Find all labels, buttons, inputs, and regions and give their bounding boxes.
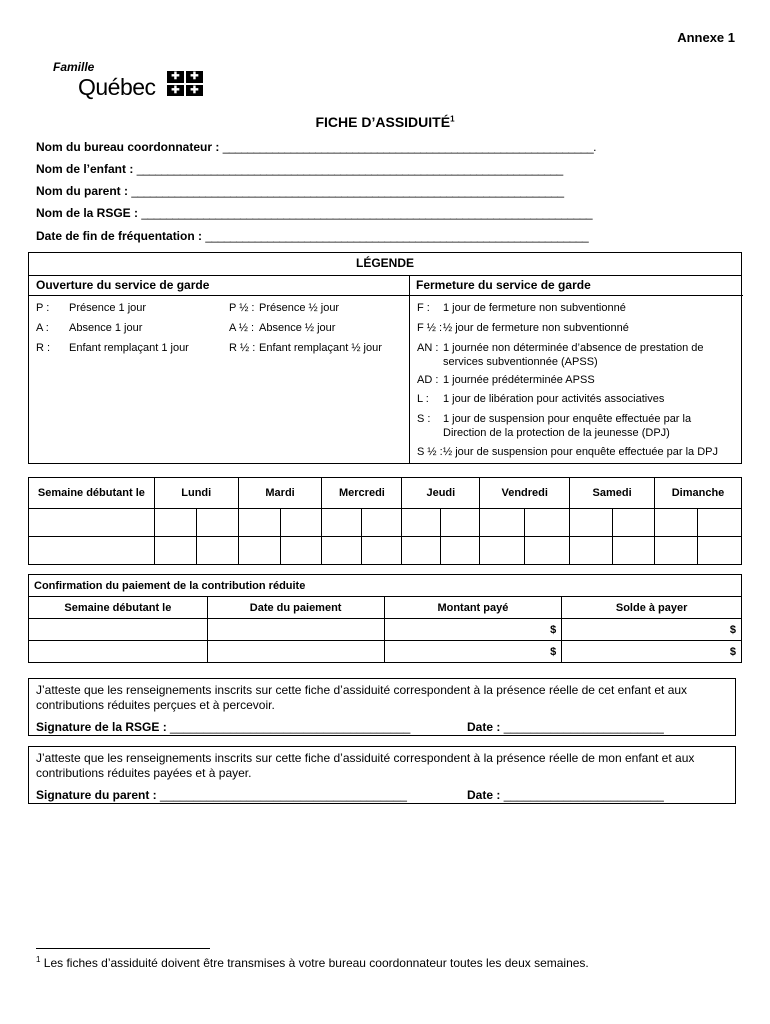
am-cell[interactable] — [402, 537, 441, 565]
legend-code: R : — [36, 342, 51, 354]
legend-text: ½ jour de suspension pour enquête effectuée par la DPJ — [443, 446, 718, 458]
am-cell[interactable] — [655, 537, 698, 565]
legend-code: AD : — [417, 374, 439, 386]
pm-cell[interactable] — [362, 509, 402, 537]
payment-header-amount: Montant payé — [384, 597, 562, 619]
payment-week-cell[interactable] — [29, 619, 208, 641]
parent-signature-label: Signature du parent : — [36, 788, 157, 802]
legend-text: Présence ½ jour — [259, 302, 340, 314]
field-parent[interactable]: Nom du parent : ______________________________________________________________________ — [36, 184, 564, 198]
day-header-samedi: Samedi — [570, 478, 655, 509]
field-bureau[interactable]: Nom du bureau coordonnateur : ____________________________________________________________. — [36, 140, 596, 154]
page-title: FICHE D’ASSIDUITÉ$^1$ — [315, 114, 455, 130]
payment-title: Confirmation du paiement de la contribution réduite — [29, 575, 742, 597]
attendance-header-row — [29, 478, 742, 509]
pm-cell[interactable] — [525, 537, 570, 565]
day-header-mercredi: Mercredi — [322, 478, 402, 509]
pm-cell[interactable] — [613, 537, 655, 565]
legend-text: Enfant remplaçant 1 jour — [69, 342, 189, 354]
payment-date-cell[interactable] — [207, 619, 384, 641]
day-header-dimanche: Dimanche — [655, 478, 742, 509]
rsge-signature-row — [36, 720, 728, 735]
payment-date-cell[interactable] — [207, 641, 384, 663]
attendance-table — [28, 477, 742, 565]
quebec-flag-icon: ✚ ✚ ✚ ✚ — [167, 71, 203, 96]
field-date-fin[interactable]: Date de fin de fréquentation : ______________________________________________________________ — [36, 229, 589, 243]
pm-cell[interactable] — [280, 509, 322, 537]
payment-week-cell[interactable] — [29, 641, 208, 663]
rsge-statement: J’atteste que les renseignements inscrits sur cette fiche d’assiduité correspondent à la présence réelle de cet enfant et aux contributions réduites perçues et à percevoir. — [36, 683, 688, 712]
annex-label: Annexe 1 — [677, 30, 735, 45]
week-start-cell[interactable] — [29, 509, 155, 537]
parent-signature-row — [36, 788, 728, 803]
parent-statement: J’atteste que les renseignements inscrits sur cette fiche d’assiduité correspondent à la présence réelle de mon enfant et aux contributions réduites payées et à payer. — [36, 751, 695, 780]
am-cell[interactable] — [322, 509, 362, 537]
day-header-jeudi: Jeudi — [402, 478, 480, 509]
legend-text: Absence 1 jour — [69, 322, 143, 334]
footnote — [36, 955, 589, 970]
rsge-signature-line[interactable]: ____________________________________ — [170, 720, 411, 734]
title-footnote-ref: 1 — [450, 114, 455, 124]
legend-code: R ½ : — [229, 342, 256, 354]
legend-code: S : — [417, 413, 431, 425]
payment-table — [28, 574, 742, 663]
legend-text: Absence ½ jour — [259, 322, 336, 334]
pm-cell[interactable] — [697, 537, 741, 565]
pm-cell[interactable] — [362, 537, 402, 565]
pm-cell[interactable] — [441, 537, 480, 565]
legend-text: 1 jour de fermeture non subventionné — [443, 302, 626, 314]
pm-cell[interactable] — [525, 509, 570, 537]
logo-famille: Famille — [53, 60, 95, 74]
legend-left-header: Ouverture du service de garde — [29, 275, 409, 296]
legend-code: F : — [417, 302, 430, 314]
attendance-row — [29, 509, 742, 537]
legend-code: A : — [36, 322, 49, 334]
pm-cell[interactable] — [196, 509, 238, 537]
day-header-vendredi: Vendredi — [480, 478, 570, 509]
am-cell[interactable] — [570, 509, 613, 537]
rsge-date-group — [467, 720, 664, 735]
legend-code: AN : — [417, 342, 439, 354]
logo-quebec: Québec — [78, 74, 156, 100]
am-cell[interactable] — [238, 509, 280, 537]
legend-title: LÉGENDE — [29, 253, 741, 276]
legend-text: 1 jour de suspension pour enquête effectuée par la Direction de la protection de la jeunesse (DPJ) — [443, 413, 692, 439]
footnote-separator — [36, 948, 210, 949]
day-header-lundi: Lundi — [154, 478, 238, 509]
footnote-number: 1 — [36, 955, 41, 964]
parent-signature-line[interactable]: _____________________________________ — [160, 788, 407, 802]
parent-date-line[interactable]: ________________________ — [503, 788, 664, 802]
legend-text: ½ jour de fermeture non subventionné — [443, 322, 629, 334]
rsge-signature-label: Signature de la RSGE : — [36, 720, 167, 734]
legend-code: A ½ : — [229, 322, 255, 334]
legend-code: S ½ : — [417, 446, 443, 458]
legend-text: 1 journée non déterminée d’absence de prestation de services subventionnée (APSS) — [443, 342, 704, 368]
rsge-date-line[interactable]: ________________________ — [503, 720, 664, 734]
am-cell[interactable] — [480, 509, 525, 537]
am-cell[interactable] — [570, 537, 613, 565]
legend-code: P : — [36, 302, 50, 314]
am-cell[interactable] — [655, 509, 698, 537]
attendance-row — [29, 537, 742, 565]
legend-text: Présence 1 jour — [69, 302, 147, 314]
payment-amount-cell[interactable]: $ — [384, 619, 562, 641]
legend-text: 1 journée prédéterminée APSS — [443, 374, 595, 386]
pm-cell[interactable] — [196, 537, 238, 565]
am-cell[interactable] — [322, 537, 362, 565]
legend-code: L : — [417, 393, 429, 405]
am-cell[interactable] — [238, 537, 280, 565]
day-header-mardi: Mardi — [238, 478, 322, 509]
week-start-cell[interactable] — [29, 537, 155, 565]
am-cell[interactable] — [154, 537, 196, 565]
footnote-text: Les fiches d’assiduité doivent être transmises à votre bureau coordonnateur toutes les deux semaines. — [40, 956, 589, 970]
payment-header-row — [29, 597, 742, 619]
field-rsge[interactable]: Nom de la RSGE : _________________________________________________________________________ — [36, 206, 593, 220]
payment-balance-cell[interactable]: $ — [562, 619, 742, 641]
payment-row — [29, 641, 742, 663]
parent-date-label: Date : — [467, 788, 501, 802]
am-cell[interactable] — [480, 537, 525, 565]
payment-header-date: Date du paiement — [207, 597, 384, 619]
pm-cell[interactable] — [441, 509, 480, 537]
legend-box — [28, 252, 742, 464]
payment-row — [29, 619, 742, 641]
legend-text: Enfant remplaçant ½ jour — [259, 342, 382, 354]
parent-certification-box — [28, 746, 736, 804]
field-enfant[interactable]: Nom de l’enfant : _____________________________________________________________________ — [36, 162, 563, 176]
payment-header-week: Semaine débutant le — [29, 597, 208, 619]
legend-text: 1 jour de libération pour activités associatives — [443, 393, 665, 405]
rsge-date-label: Date : — [467, 720, 501, 734]
pm-cell[interactable] — [697, 509, 741, 537]
pm-cell[interactable] — [613, 509, 655, 537]
week-start-header: Semaine débutant le — [29, 478, 155, 509]
am-cell[interactable] — [154, 509, 196, 537]
payment-amount-cell[interactable]: $ — [384, 641, 562, 663]
famille-quebec-logo — [50, 60, 210, 102]
am-cell[interactable] — [402, 509, 441, 537]
pm-cell[interactable] — [280, 537, 322, 565]
legend-code: F ½ : — [417, 322, 443, 334]
rsge-certification-box — [28, 678, 736, 736]
payment-title-row — [29, 575, 742, 597]
payment-header-balance: Solde à payer — [562, 597, 742, 619]
legend-right-header: Fermeture du service de garde — [409, 275, 743, 296]
legend-divider — [409, 275, 410, 463]
legend-code: P ½ : — [229, 302, 255, 314]
parent-date-group — [467, 788, 664, 803]
payment-balance-cell[interactable]: $ — [562, 641, 742, 663]
